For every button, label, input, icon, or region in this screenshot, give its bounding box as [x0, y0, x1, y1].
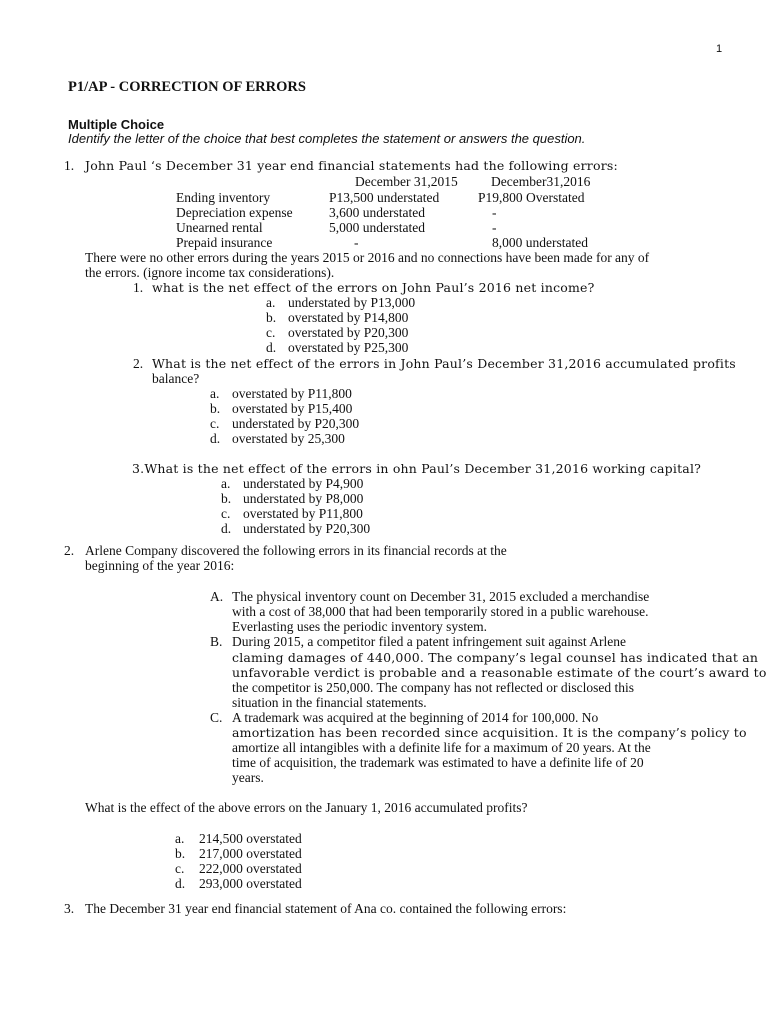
q2-item-letter: B.: [210, 634, 223, 649]
q1-note-line: the errors. (ignore income tax considerations).: [85, 265, 335, 280]
q2-item-line: claming damages of 440,000. The company’s legal counsel has indicated that an: [232, 650, 759, 665]
choice-letter: b.: [175, 846, 186, 861]
choice-letter: d.: [175, 876, 186, 891]
q2-item-line: The physical inventory count on December 31, 2015 excluded a merchandise: [232, 589, 650, 604]
choice-letter: b.: [221, 491, 232, 506]
q2-item-line: A trademark was acquired at the beginning of 2014 for 100,000. No: [232, 710, 599, 725]
q1-number: 1.: [64, 158, 75, 173]
q1-row-value-2015: 5,000 understated: [329, 220, 425, 235]
choice-letter: d.: [221, 521, 232, 536]
choice-letter: d.: [210, 431, 221, 446]
choice-text: 293,000 overstated: [199, 876, 302, 891]
page-number: 1: [716, 43, 723, 55]
q1-note-line: There were no other errors during the years 2015 or 2016 and no connections have been made for any of: [85, 250, 650, 265]
choice-text: overstated by P11,800: [232, 386, 352, 401]
q2-item-line: Everlasting uses the periodic inventory system.: [232, 619, 487, 634]
choice-letter: d.: [266, 340, 277, 355]
q1-intro: John Paul ‘s December 31 year end financial statements had the following errors:: [85, 158, 618, 173]
choice-letter: c.: [210, 416, 220, 431]
choice-text: overstated by P20,300: [288, 325, 409, 340]
q2-item-line: amortize all intangibles with a definite life for a maximum of 20 years. At the: [232, 740, 651, 755]
choice-letter: c.: [266, 325, 276, 340]
choice-text: overstated by P25,300: [288, 340, 409, 355]
q1-row-value-2016: -: [492, 220, 497, 235]
q1-sub1-number: 1.: [133, 280, 144, 295]
q2-intro: beginning of the year 2016:: [85, 558, 235, 573]
q1-row-value-2015: -: [354, 235, 359, 250]
choice-text: overstated by 25,300: [232, 431, 345, 446]
q2-item-line: During 2015, a competitor filed a patent infringement suit against Arlene: [232, 634, 627, 649]
choice-letter: a.: [221, 476, 231, 491]
choice-text: understated by P4,900: [243, 476, 364, 491]
q1-row-value-2016: -: [492, 205, 497, 220]
q2-item-line: time of acquisition, the trademark was estimated to have a definite life of 20: [232, 755, 644, 770]
q1-sub2-number: 2.: [133, 356, 144, 371]
choice-text: overstated by P11,800: [243, 506, 363, 521]
choice-text: understated by P20,300: [232, 416, 360, 431]
choice-letter: c.: [221, 506, 231, 521]
q2-item-line: situation in the financial statements.: [232, 695, 427, 710]
choice-letter: a.: [175, 831, 185, 846]
q1-row-value-2015: 3,600 understated: [329, 205, 425, 220]
choice-text: 214,500 overstated: [199, 831, 302, 846]
section-instruction: Identify the letter of the choice that best completes the statement or answers the question.: [68, 131, 586, 146]
q1-sub1-text: what is the net effect of the errors on John Paul’s 2016 net income?: [152, 280, 595, 295]
q1-row-label: Ending inventory: [176, 190, 271, 205]
choice-text: 217,000 overstated: [199, 846, 302, 861]
choice-letter: a.: [210, 386, 220, 401]
q2-number: 2.: [64, 543, 75, 558]
q2-item-line: with a cost of 38,000 that had been temporarily stored in a public warehouse.: [232, 604, 649, 619]
q1-row-label: Prepaid insurance: [176, 235, 273, 250]
q2-item-line: the competitor is 250,000. The company has not reflected or disclosed this: [232, 680, 635, 695]
q2-question: What is the effect of the above errors on the January 1, 2016 accumulated profits?: [85, 800, 528, 815]
q1-col-header-2015: December 31,2015: [355, 174, 458, 189]
choice-letter: b.: [210, 401, 221, 416]
q2-item-line: unfavorable verdict is probable and a reasonable estimate of the court’s award to: [232, 665, 767, 680]
q1-row-label: Unearned rental: [176, 220, 263, 235]
q1-row-value-2015: P13,500 understated: [329, 190, 440, 205]
q1-sub2-text: balance?: [152, 371, 200, 386]
page-title: P1/AP - CORRECTION OF ERRORS: [68, 79, 306, 95]
q1-col-header-2016: December31,2016: [491, 174, 591, 189]
q2-item-letter: A.: [210, 589, 224, 604]
q3-text: The December 31 year end financial statement of Ana co. contained the following errors:: [85, 901, 567, 916]
choice-letter: b.: [266, 310, 277, 325]
q1-sub3-text: 3.What is the net effect of the errors in ohn Paul’s December 31,2016 working capital?: [132, 461, 702, 476]
q1-row-value-2016: P19,800 Overstated: [478, 190, 585, 205]
q2-item-line: years.: [232, 770, 264, 785]
choice-text: overstated by P15,400: [232, 401, 353, 416]
q1-row-label: Depreciation expense: [176, 205, 293, 220]
q2-item-letter: C.: [210, 710, 223, 725]
q1-row-value-2016: 8,000 understated: [492, 235, 588, 250]
choice-text: 222,000 overstated: [199, 861, 302, 876]
choice-letter: c.: [175, 861, 185, 876]
q1-sub2-text: What is the net effect of the errors in John Paul’s December 31,2016 accumulated profits: [152, 356, 736, 371]
q2-item-line: amortization has been recorded since acquisition. It is the company’s policy to: [232, 725, 747, 740]
choice-letter: a.: [266, 295, 276, 310]
choice-text: understated by P8,000: [243, 491, 364, 506]
q3-number: 3.: [64, 901, 75, 916]
choice-text: understated by P20,300: [243, 521, 371, 536]
section-heading: Multiple Choice: [68, 117, 165, 132]
choice-text: overstated by P14,800: [288, 310, 409, 325]
q2-intro: Arlene Company discovered the following errors in its financial records at the: [85, 543, 507, 558]
choice-text: understated by P13,000: [288, 295, 416, 310]
